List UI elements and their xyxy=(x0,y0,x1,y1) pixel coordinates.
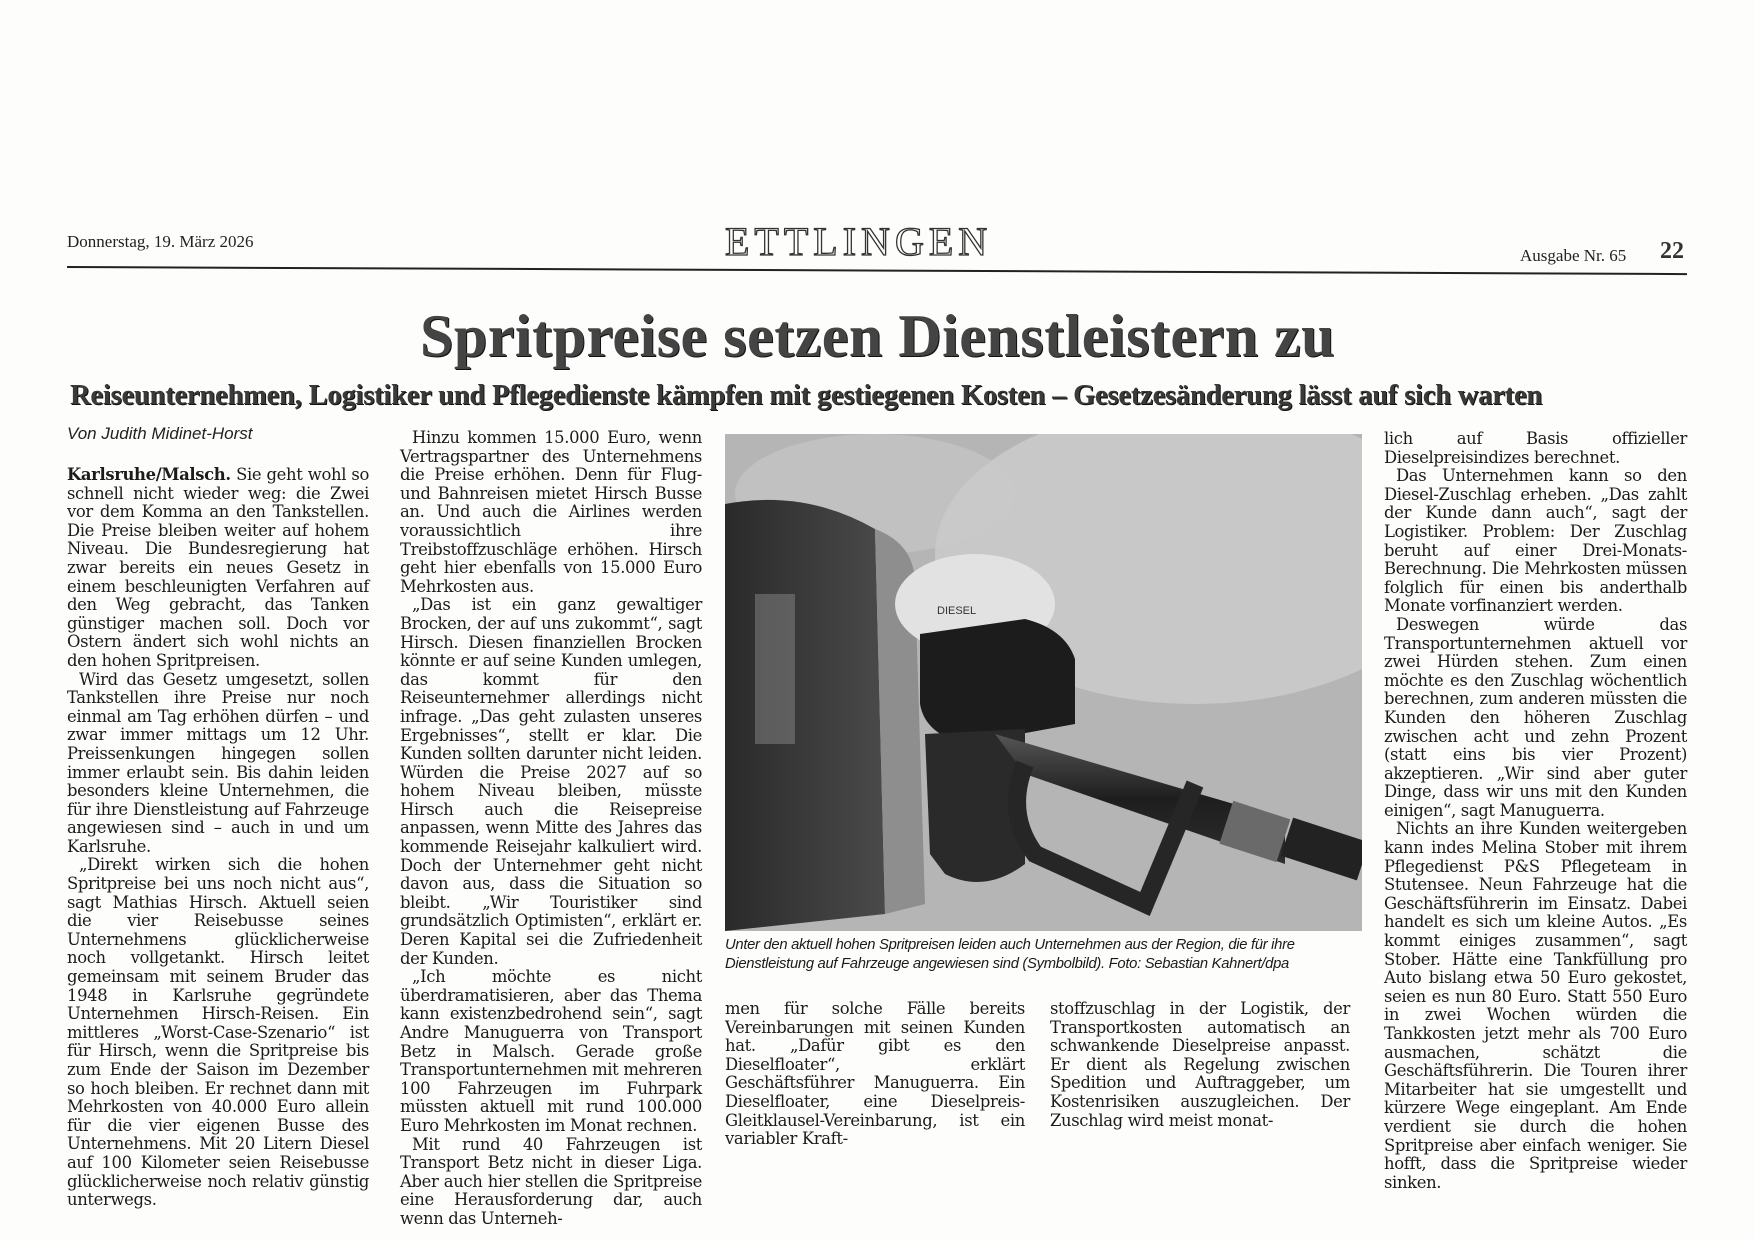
article-photo xyxy=(725,434,1362,931)
article-column-2 xyxy=(400,429,702,1229)
diesel-label: DIESEL xyxy=(937,605,977,617)
paragraph: Wird das Gesetz umgesetzt, sollen Tankstellen ihre Preise nur noch einmal am Tag erhöhen dürfen – und zwar immer mittags um 12 Uhr. Preissenkungen hingegen sollen immer erlaubt sein. Bis dahin leiden besonders kleine Unternehmen, die für ihre Dienstleistung auf Fahrzeuge angewiesen sind – auch in und um Karlsruhe. xyxy=(67,669,369,856)
paragraph: Deswegen würde das Transportunternehmen aktuell vor zwei Hürden stehen. Zum einen möchte es den Zuschlag wöchentlich berechnen, zum anderen müssten die Kunden den höheren Zuschlag zwischen acht und zehn Prozent (statt eins bis vier Prozent) akzeptieren. „Wir sind aber guter Dinge, dass wir uns mit den Kunden einigen“, sagt Manuguerra. xyxy=(1384,614,1687,820)
byline: Von Judith Midinet-Horst xyxy=(67,424,253,443)
dateline: Karlsruhe/Malsch. xyxy=(67,465,231,484)
paragraph: men für solche Fälle bereits Vereinbarungen mit seinen Kunden hat. „Dafür gibt es den Dieselfloater“, erklärt Geschäftsführer Manuguerra. Ein Dieselfloater, eine Dieselpreis-Gleitklausel-Vereinbarung, ist ein variabler Kraft- xyxy=(725,999,1025,1149)
paragraph: stoffzuschlag in der Logistik, der Transportkosten automatisch an schwankende Dieselpreise anpasst. Er dient als Regelung zwischen Spedition und Auftraggeber, um Kostenrisiken auszugleichen. Der Zuschlag wird meist monat- xyxy=(1050,999,1350,1130)
section-title: ETTLINGEN xyxy=(725,219,993,264)
page-number: 22 xyxy=(1660,238,1684,264)
article-column-1 xyxy=(67,466,369,1210)
fuel-nozzle-image xyxy=(725,434,1362,931)
paragraph: Karlsruhe/Malsch. Sie geht wohl so schnell nicht wieder weg: die Zwei vor dem Komma an den Tankstellen. Die Preise bleiben weiter auf hohem Niveau. Die Bundesregierung hat zwar bereits ein neues Gesetz in einem beschleunigten Verfahren auf den Weg gebracht, das Tanken günstiger machen soll. Doch vor Ostern ändert sich wohl nichts an den hohen Spritpreisen. xyxy=(67,465,369,670)
paragraph: Nichts an ihre Kunden weitergeben kann indes Melina Stober mit ihrem Pflegedienst P&S Pflegeteam in Stutensee. Neun Fahrzeuge hat die Geschäftsführerin im Einsatz. Dabei handelt es sich um kleine Autos. „Es kommt einiges zusammen“, sagt Stober. Hätte eine Tankfüllung pro Auto bislang etwa 50 Euro gekostet, seien es nun 80 Euro. Statt 550 Euro in zwei Wochen würden die Tankkosten jetzt mehr als 700 Euro ausmachen, schätzt die Geschäftsführerin. Die Touren ihrer Mitarbeiter hat sie umgestellt und kürzere Wege eingeplant. Am Ende verdient sie durch die hohen Spritpreise aber einfach weniger. Sie hofft, dass die Spritpreise wieder sinken. xyxy=(1384,819,1687,1192)
article-subheadline: Reiseunternehmen, Logistiker und Pflegedienste kämpfen mit gestiegenen Kosten – Gesetzesänderung lässt auf sich warten xyxy=(70,380,1543,411)
article-column-3 xyxy=(725,1000,1025,1149)
article-column-4 xyxy=(1050,1000,1350,1130)
masthead-rule xyxy=(67,266,1687,275)
photo-caption: Unter den aktuell hohen Spritpreisen leiden auch Unternehmen aus der Region, die für ihre Dienstleistung auf Fahrzeuge angewiesen sind (Symbolbild). Foto: Sebastian Kahnert/dpa xyxy=(725,937,1295,972)
paragraph: „Ich möchte es nicht überdramatisieren, aber das Thema kann existenzbedrohend sein“, sagt Andre Manuguerra von Transport Betz in Malsch. Gerade große Transportunternehmen mit mehreren 100 Fahrzeugen im Fuhrpark müssten aktuell mit rund 100.000 Euro Mehrkosten im Monat rechnen. xyxy=(400,967,702,1135)
paragraph: Hinzu kommen 15.000 Euro, wenn Vertragspartner des Unternehmens die Preise erhöhen. Denn für Flug- und Bahnreisen mietet Hirsch Busse an. Und auch die Airlines werden voraussichtlich ihre Treibstoffzuschläge erhöhen. Hirsch geht hier ebenfalls von 15.000 Euro Mehrkosten aus. xyxy=(400,428,702,596)
issue-date: Donnerstag, 19. März 2026 xyxy=(67,232,254,251)
paragraph: Mit rund 40 Fahrzeugen ist Transport Betz nicht in dieser Liga. Aber auch hier stellen die Spritpreise eine Herausforderung dar, auch wenn das Unterneh- xyxy=(400,1134,702,1228)
article-headline: Spritpreise setzen Dienstleistern zu xyxy=(419,303,1336,369)
paragraph: Das Unternehmen kann so den Diesel-Zuschlag erheben. „Das zahlt der Kunde dann auch“, sagt der Logistiker. Problem: Der Zuschlag beruht auf einer Drei-Monats-Berechnung. Die Mehrkosten müssen folglich für einen bis anderthalb Monate vorfinanziert werden. xyxy=(1384,466,1687,616)
paragraph: „Das ist ein ganz gewaltiger Brocken, der auf uns zukommt“, sagt Hirsch. Diesen finanziellen Brocken könnte er auf seine Kunden umlegen, das kommt für den Reiseunternehmer allerdings nicht infrage. „Das geht zulasten unseres Ergebnisses“, stellt er klar. Die Kunden sollten darunter nicht leiden. Würden die Preise 2027 auf so hohem Niveau bleiben, müsste Hirsch auch die Reisepreise anpassen, wenn Mitte des Jahres das kommende Reisejahr kalkuliert wird. Doch der Unternehmer geht nicht davon aus, dass die Situation so bleibt. „Wir Touristiker sind grundsätzlich Optimisten“, erklärt er. Deren Kapital sei die Zufriedenheit der Kunden. xyxy=(400,595,702,968)
issue-number: Ausgabe Nr. 65 xyxy=(1520,246,1627,265)
article-column-5 xyxy=(1384,430,1687,1192)
paragraph: lich auf Basis offizieller Dieselpreisindizes berechnet. xyxy=(1384,429,1687,467)
paragraph: „Direkt wirken sich die hohen Spritpreise bei uns noch nicht aus“, sagt Mathias Hirsch. Aktuell seien die vier Reisebusse seines Unternehmens glücklicherweise noch vollgetankt. Hirsch leitet gemeinsam mit seinem Bruder das 1948 in Karlsruhe gegründete Unternehmen Hirsch-Reisen. Ein mittleres „Worst-Case-Szenario“ ist für Hirsch, wenn die Spritpreise bis zum Ende der Saison im Dezember so hoch bleiben. Er rechnet dann mit Mehrkosten von 40.000 Euro allein für die vier eigenen Busse des Unternehmens. Mit 20 Litern Diesel auf 100 Kilometer seien Reisebusse glücklicherweise noch relativ günstig unterwegs. xyxy=(67,855,369,1210)
